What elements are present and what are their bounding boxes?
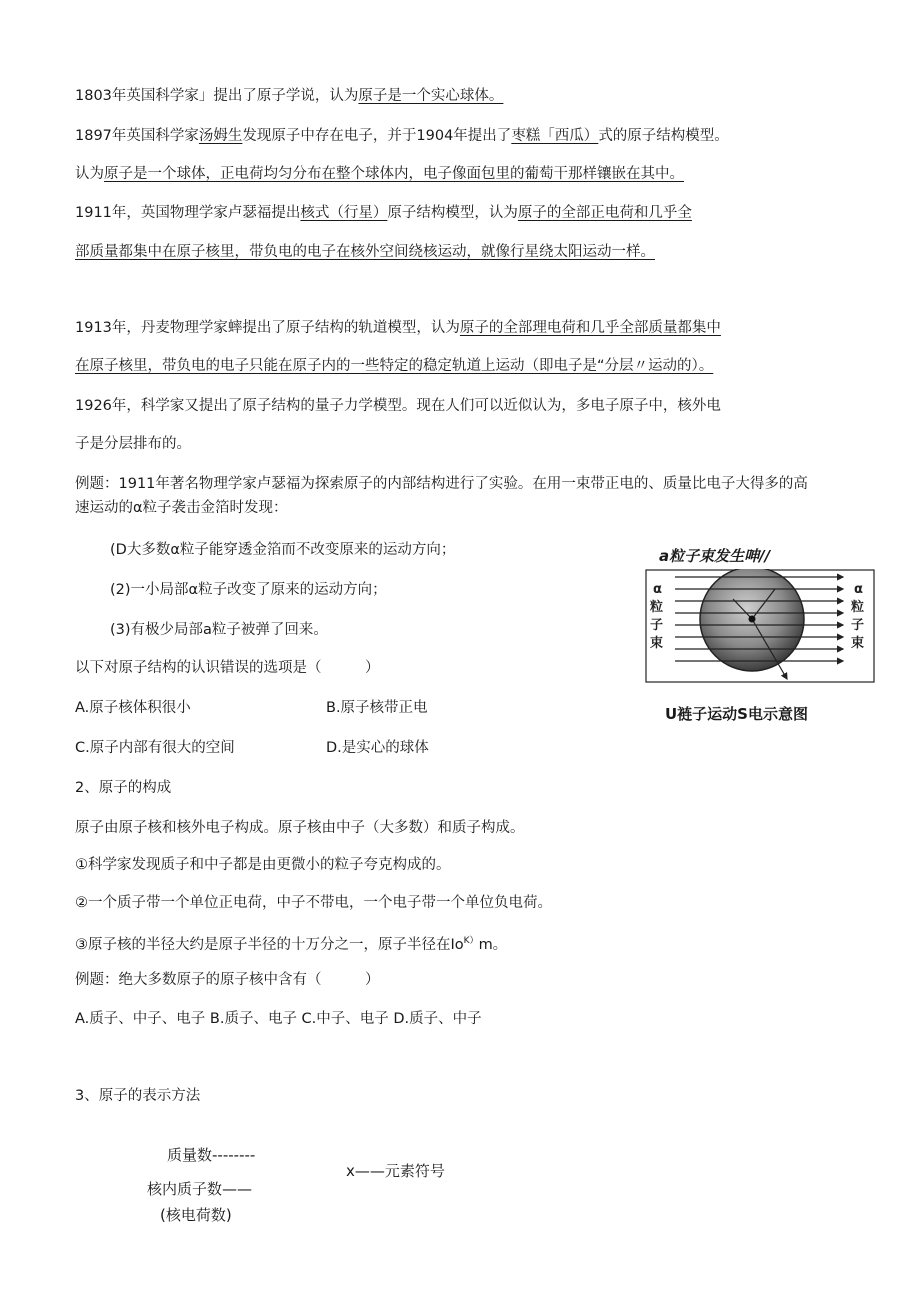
underlined-text: 汤姆生: [198, 128, 243, 144]
underlined-text: 原子的全部理电荷和几乎全部质量都集中: [459, 320, 721, 336]
history-1926-cont: 子是分层排布的。: [75, 436, 191, 452]
proton-number-label: 核内质子数——: [147, 1180, 253, 1198]
text: 1911年，英国物理学家卢瑟福提出: [75, 205, 301, 221]
text: 1803年英国科学家」提出了原子学说，认为: [75, 88, 359, 104]
right-label-4: 束: [851, 636, 865, 651]
text: 式的原子结构模型。: [598, 128, 729, 144]
text: ③原子核的半径大约是原子半径的十万分之一，原子半径在Io: [75, 936, 464, 953]
finding-3: (3)有极少局部a粒子被弹了回来。: [110, 622, 328, 638]
text: 1897年英国科学家: [75, 128, 199, 144]
underlined-text: 原子是一个球体，正电荷均匀分布在整个球体内，电子像面包里的葡萄干那样镶嵌在其中。: [104, 166, 684, 182]
history-1926: 1926年，科学家又提出了原子结构的量子力学模型。现在人们可以近似认为，多电子原子中，核外电: [75, 398, 721, 414]
option-a: A.原子核体积很小: [75, 700, 191, 716]
left-label-4: 束: [650, 636, 664, 651]
thomson-model-desc: [75, 164, 684, 184]
example1-intro-cont: 速运动的α粒子袭击金箔时发现：: [75, 500, 288, 516]
left-label-3: 子: [650, 618, 664, 633]
rutherford-model-desc: 部质量都集中在原子核里，带负电的电子在核外空间绕核运动，就像行星绕太阳运动一样。: [75, 244, 655, 260]
finding-1: (D大多数α粒子能穿透金箔而不改变原来的运动方向；: [110, 542, 456, 558]
right-label-1: α: [854, 582, 863, 597]
section2-heading: 2、原子的构成: [75, 780, 172, 796]
left-label-2: 粒: [650, 600, 664, 615]
figure-caption: U裢子运动S电示意图: [665, 705, 808, 723]
point-3: [75, 931, 507, 955]
history-1911: [75, 203, 692, 223]
right-label-3: 子: [851, 618, 865, 633]
option-b: B.原子核带正电: [326, 700, 428, 716]
example1-question: 以下对原子结构的认识错误的选项是（ ）: [75, 660, 380, 676]
right-label-2: 粒: [851, 600, 865, 615]
point-2: ②一个质子带一个单位正电荷，中子不带电，一个电子带一个单位负电荷。: [75, 895, 552, 911]
finding-2: (2)一小局部α粒子改变了原来的运动方向；: [110, 582, 387, 598]
text: 发现原子中存在电子，并于1904年提出了: [242, 128, 512, 144]
nucleus: [749, 616, 756, 623]
element-symbol-label: x——元素符号: [346, 1162, 445, 1180]
text: 原子结构模型，认为: [387, 205, 518, 221]
history-1897: [75, 126, 729, 146]
underlined-text: 原子的全部正电荷和几乎全: [517, 205, 692, 221]
nuclear-charge-label: (核电荷数): [160, 1206, 232, 1224]
text: 认为: [75, 166, 104, 182]
history-1913: [75, 318, 721, 338]
text: 1913年，丹麦物理学家蟀提出了原子结构的轨道模型，认为: [75, 320, 460, 336]
example2-question: 例题：绝大多数原子的原子核中含有（ ）: [75, 972, 380, 988]
point-1: ①科学家发现质子和中子都是由更微小的粒子夸克构成的。: [75, 857, 451, 873]
atom-composition: 原子由原子核和核外电子构成。原子核由中子（大多数）和质子构成。: [75, 820, 525, 836]
superscript: K）: [463, 936, 479, 946]
scattering-diagram: [645, 569, 875, 699]
option-d: D.是实心的球体: [326, 740, 429, 756]
bohr-model-desc: 在原子核里，带负电的电子只能在原子内的一些特定的稳定轨道上运动（即电子是“分层〃运动的）。: [75, 358, 714, 374]
underlined-text: 核式（行星）: [300, 205, 388, 221]
figure-title: a粒子束发生呻//: [659, 547, 771, 565]
mass-number-label: 质量数--------: [167, 1146, 256, 1164]
example1-intro: 例题：1911年著名物理学家卢瑟福为探索原子的内部结构进行了实验。在用一束带正电的、质量比电子大得多的高: [75, 476, 808, 492]
example2-options: A.质子、中子、电子 B.质子、电子 C.中子、电子 D.质子、中子: [75, 1011, 482, 1027]
history-1803: [75, 86, 503, 106]
underlined-text: 原子是一个实心球体。: [358, 88, 504, 104]
alpha-scattering-figure: [645, 545, 875, 730]
text: m。: [478, 936, 508, 953]
underlined-text: 枣糕「西瓜）: [511, 128, 599, 144]
option-c: C.原子内部有很大的空间: [75, 740, 235, 756]
left-label-1: α: [653, 582, 662, 597]
section3-heading: 3、原子的表示方法: [75, 1088, 201, 1104]
